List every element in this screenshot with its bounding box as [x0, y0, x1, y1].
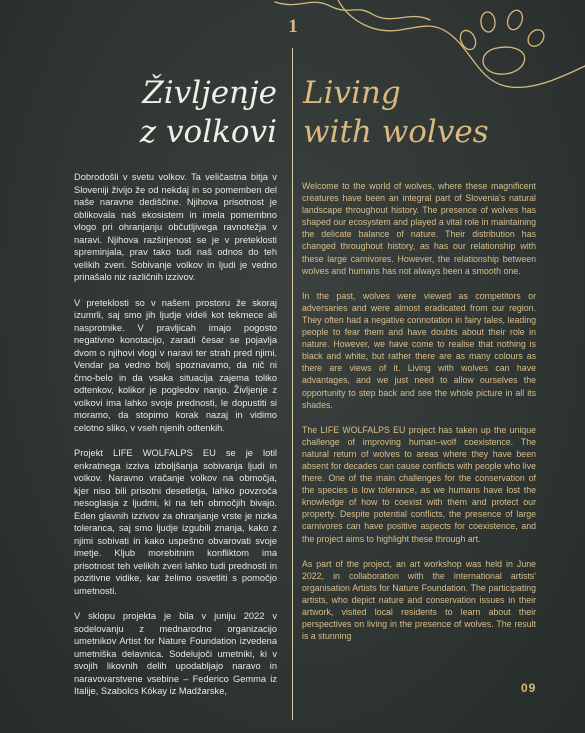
title-english-line-2: with wolves — [303, 114, 489, 150]
slovenian-paragraph: V preteklosti so v našem prostoru že skoraj izumrli, saj smo jih ljudje videli kot tekmece ali nasprotnike. V pravljicah imajo pogosto negativno konotacijo, zaradi česar se pojavlja dvom o njihovi vlogi v naravi ter strah pred njimi. Vendar pa vedno bolj spoznavamo, da nič ni črno-belo in da vsaka situacija zajema toliko odtenkov, kolikor je pogledov nanjo. Življenje z volkovi ima lahko svoje prednosti, le dopustiti si moramo, da stopimo korak nazaj in vidimo celotno sliko, v vseh njenih odtenkih. — [74, 297, 277, 433]
chapter-number: 1 — [288, 16, 298, 37]
slovenian-paragraph: Projekt LIFE WOLFALPS EU se je lotil enkratnega izziva izboljšanja sobivanja ljudi in volkov. Naravno vračanje volkov na območja, kjer niso bili prisotni desetletja, lahko povzroča nesoglasja z ljudmi, ki na teh območjih bivajo. Eden glavnih izzivov za ohranjanje vrste je nizka toleranca, saj smo ljudje izgubili znanja, kako z njimi sobivati in kako uspešno obvarovati svoje imetje. Kljub morebitnim konfliktom ima prisotnost teh velikih zveri lahko tudi prednosti in pozitivne vidike, kar želimo osvetliti s pomočjo umetnosti. — [74, 448, 277, 596]
english-paragraph: In the past, wolves were viewed as competitors or adversaries and were almost eradicated from our region. They often had a negative connotation in fairy tales, leading people to fear them and have doubts about their role in nature. However, we have come to realise that nothing is black and white, but rather there are as many colours as there are views of it. Living with wolves can have advantages, and we just need to allow ourselves the opportunity to step back and see the whole picture in all its shades. — [302, 290, 536, 410]
title-english — [303, 74, 489, 152]
page-number: 09 — [521, 681, 537, 695]
english-paragraph: Welcome to the world of wolves, where these magnificent creatures have been an integral part of Slovenia's natural landscape throughout history. The presence of wolves has shaped our ecosystem and played a vital role in maintaining the delicate balance of nature. Their distribution has changed throughout history, as has our relationship with these large carnivores. However, the relationship between wolves and humans has not always been a smooth one. — [302, 181, 536, 276]
title-slovenian — [140, 74, 277, 152]
slovenian-text-column — [74, 171, 277, 711]
title-slovenian-line-1: Življenje — [142, 75, 277, 111]
english-text-column — [302, 180, 536, 655]
english-paragraph: As part of the project, an art workshop was held in June 2022, in collaboration with the international artists' organisation Artists for Nature Foundation. The participating artists, who depict nature and conservation issues in their artwork, visited local residents to learn about their perspectives on living in the presence of wolves. The result is a stunning — [302, 558, 536, 642]
column-divider — [292, 48, 293, 720]
title-slovenian-line-2: z volkovi — [139, 114, 277, 150]
slovenian-paragraph: V sklopu projekta je bila v juniju 2022 v sodelovanju z mednarodno organizacijo umetnikov Artist for Nature Foundation izvedena umetniška delavnica. Sodelujoči umetniki, ki v svojih likovnih delih upodabljajo naravo in naravovarstvene vsebine – Federico Gemma iz Italije, Szabolcs Kókay iz Madžarske, — [74, 611, 277, 696]
slovenian-paragraph: Dobrodošli v svetu volkov. Ta veličastna bitja v Sloveniji živijo že od nekdaj in so pomemben del naše naravne dediščine. Njihova prisotnost je oblikovala naš ekosistem in imela pomembno vlogo pri ohranjanju občutljivega ravnotežja v naravi. Njihova razširjenost se je v preteklosti spreminjala, prav tako tudi naš odnos do teh velikih zveri. Sobivanje volkov in ljudi je vedno prinašalo niz različnih izzivov. — [74, 172, 277, 282]
english-paragraph: The LIFE WOLFALPS EU project has taken up the unique challenge of improving human–wolf coexistence. The natural return of wolves to areas where they have been absent for decades can cause conflicts with people who live there. One of the main challenges for the conservation of the species is low tolerance, as we humans have lost the knowledge of how to coexist with them and protect our property. Despite potential conflicts, the presence of large carnivores can have positive aspects for coexistence, and the project aims to highlight these through art. — [302, 424, 536, 544]
title-english-line-1: Living — [303, 75, 401, 111]
